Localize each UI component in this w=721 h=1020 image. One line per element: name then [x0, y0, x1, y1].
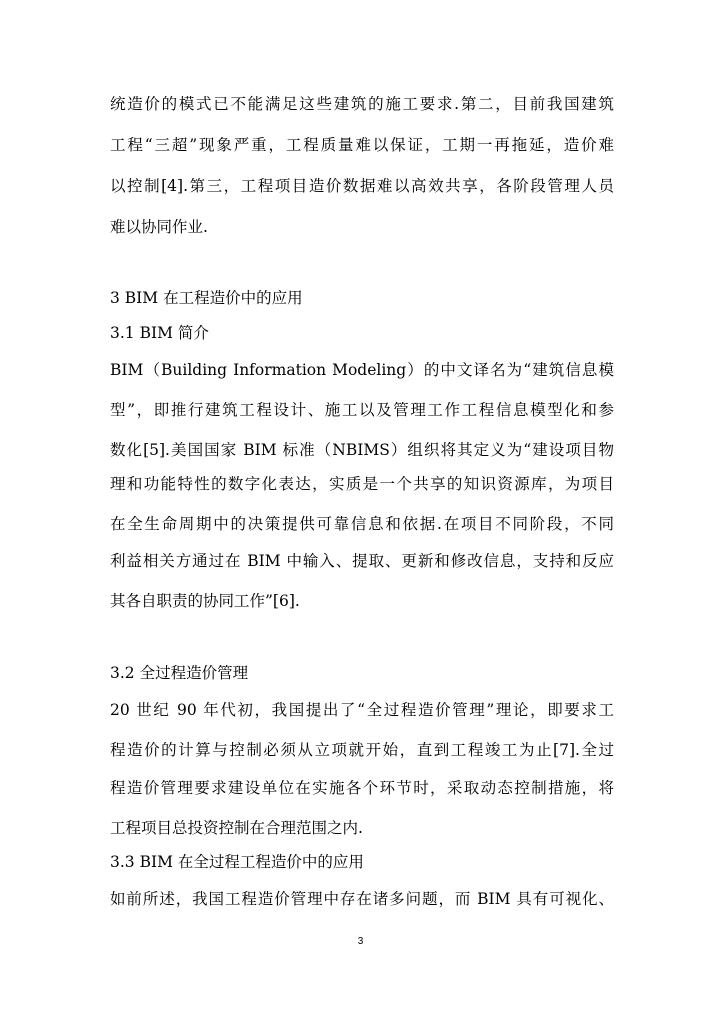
paragraph-line: 其各自职责的协同工作”[6].: [110, 592, 300, 610]
paragraph-line: BIM（Building Information Modeling）的中文译名为“建筑信息模: [110, 361, 614, 379]
paragraph-line: 在全生命周期中的决策提供可靠信息和依据.在项目不同阶段，不同: [110, 515, 614, 533]
subsection-heading: 3.1 BIM 简介: [110, 324, 209, 342]
paragraph-line: 程造价管理要求建设单位在实施各个环节时，采取动态控制措施，将: [110, 779, 614, 797]
paragraph-line: 20 世纪 90 年代初，我国提出了“全过程造价管理”理论，即要求工: [110, 701, 614, 719]
paragraph-line: 型”，即推行建筑工程设计、施工以及管理工作工程信息模型化和参: [110, 401, 614, 419]
paragraph-line: 程造价的计算与控制必须从立项就开始，直到工程竣工为止[7].全过: [110, 741, 614, 759]
paragraph-line: 工程“三超”现象严重，工程质量难以保证，工期一再拖延，造价难: [110, 136, 614, 154]
paragraph-line: 难以协同作业.: [110, 218, 208, 236]
paragraph-line: 工程项目总投资控制在合理范围之内.: [110, 819, 363, 837]
paragraph-line: 理和功能特性的数字化表达，实质是一个共享的知识资源库，为项目: [110, 475, 614, 493]
paragraph-line: 统造价的模式已不能满足这些建筑的施工要求.第二，目前我国建筑: [110, 95, 614, 113]
subsection-heading: 3.3 BIM 在全过程工程造价中的应用: [110, 853, 364, 871]
section-heading: 3 BIM 在工程造价中的应用: [110, 289, 303, 307]
paragraph-line: 数化[5].美国国家 BIM 标准（NBIMS）组织将其定义为“建设项目物: [110, 441, 614, 459]
paragraph-line: 如前所述，我国工程造价管理中存在诸多问题，而 BIM 具有可视化、: [110, 890, 614, 908]
page-number: 3: [357, 936, 364, 947]
paragraph-line: 以控制[4].第三，工程项目造价数据难以高效共享，各阶段管理人员: [110, 177, 614, 195]
paragraph-line: 利益相关方通过在 BIM 中输入、提取、更新和修改信息，支持和反应: [110, 552, 614, 570]
subsection-heading: 3.2 全过程造价管理: [110, 664, 249, 682]
